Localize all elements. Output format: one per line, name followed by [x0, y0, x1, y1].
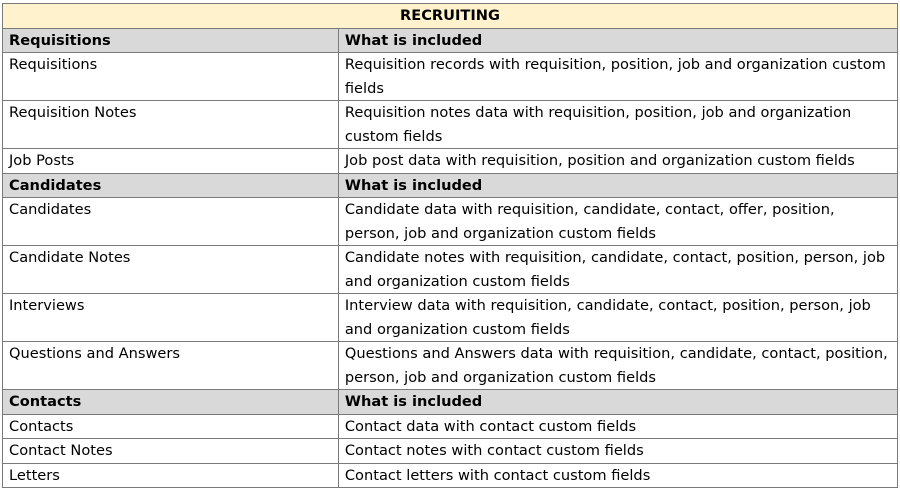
row-description: Requisition records with requisition, position, job and organization custom fields — [338, 53, 897, 101]
table-row — [3, 246, 898, 294]
row-description: Candidate data with requisition, candidate, contact, offer, position, person, job and organization custom fields — [338, 198, 897, 246]
title-row — [3, 4, 898, 29]
table-row — [3, 198, 898, 246]
row-description: Job post data with requisition, position and organization custom fields — [338, 149, 897, 174]
row-name: Candidate Notes — [3, 246, 339, 294]
row-description: Contact notes with contact custom fields — [338, 439, 897, 464]
table-row — [3, 294, 898, 342]
row-name: Questions and Answers — [3, 342, 339, 390]
row-name: Interviews — [3, 294, 339, 342]
section-header-included: What is included — [338, 28, 897, 53]
row-description: Interview data with requisition, candidate, contact, position, person, job and organization custom fields — [338, 294, 897, 342]
table-row — [3, 463, 898, 488]
table-row — [3, 149, 898, 174]
row-name: Job Posts — [3, 149, 339, 174]
section-header-label: Requisitions — [3, 28, 339, 53]
section-header-requisitions — [3, 28, 898, 53]
row-name: Requisition Notes — [3, 101, 339, 149]
table-row — [3, 414, 898, 439]
section-header-contacts — [3, 390, 898, 415]
row-name: Candidates — [3, 198, 339, 246]
table-title: RECRUITING — [3, 4, 898, 29]
row-description: Candidate notes with requisition, candidate, contact, position, person, job and organization custom fields — [338, 246, 897, 294]
row-name: Letters — [3, 463, 339, 488]
row-name: Contacts — [3, 414, 339, 439]
recruiting-table — [2, 3, 898, 488]
table-row — [3, 439, 898, 464]
row-name: Contact Notes — [3, 439, 339, 464]
row-description: Requisition notes data with requisition, position, job and organization custom fields — [338, 101, 897, 149]
section-header-label: Contacts — [3, 390, 339, 415]
table-row — [3, 53, 898, 101]
row-description: Contact letters with contact custom fields — [338, 463, 897, 488]
table-row — [3, 101, 898, 149]
row-description: Contact data with contact custom fields — [338, 414, 897, 439]
section-header-label: Candidates — [3, 173, 339, 198]
section-header-included: What is included — [338, 390, 897, 415]
section-header-included: What is included — [338, 173, 897, 198]
row-description: Questions and Answers data with requisition, candidate, contact, position, person, job and organization custom fields — [338, 342, 897, 390]
section-header-candidates — [3, 173, 898, 198]
table-row — [3, 342, 898, 390]
row-name: Requisitions — [3, 53, 339, 101]
